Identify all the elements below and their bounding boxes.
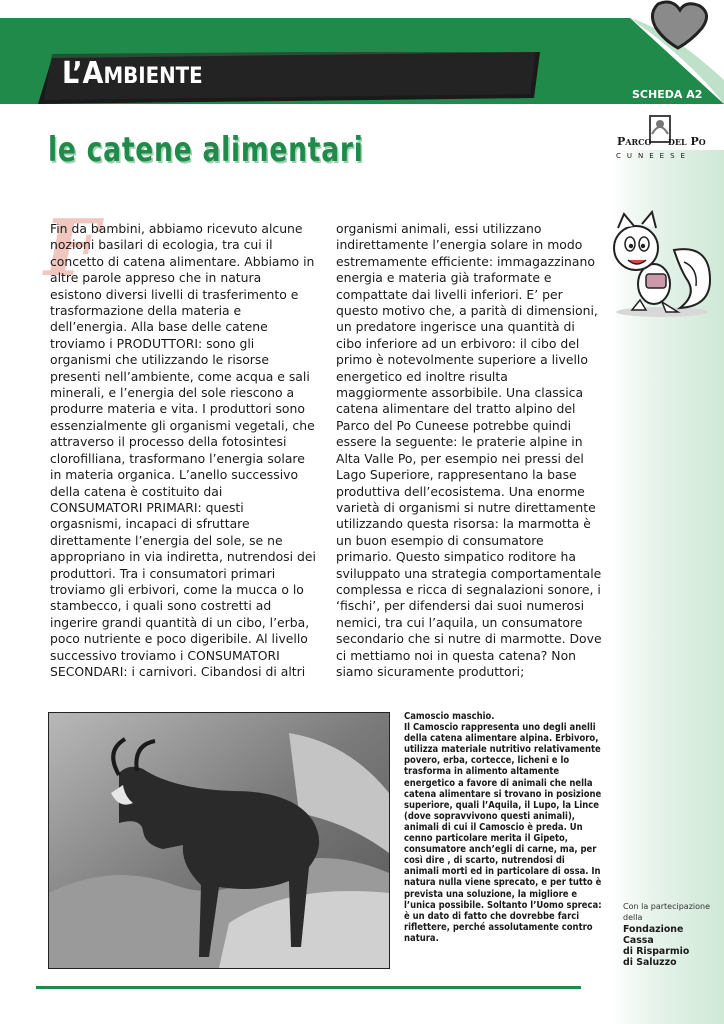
partner-name-line-1: Fondazione bbox=[623, 924, 684, 935]
logo-name-part-1: Parco bbox=[617, 135, 652, 148]
section-title: L’AMBIENTE bbox=[62, 56, 203, 91]
partner-name bbox=[623, 924, 715, 968]
sheet-code: SCHEDA A2 bbox=[632, 88, 703, 101]
partner-name-line-4: di Saluzzo bbox=[623, 957, 677, 968]
partner-intro-line-2: della bbox=[623, 913, 643, 922]
logo-subtitle: CUNEESE bbox=[616, 152, 691, 160]
partner-intro bbox=[623, 901, 715, 923]
caption-heading: Camoscio maschio. bbox=[404, 711, 495, 722]
body-column-right: organismi animali, essi utilizzano indirettamente l’energia solare in modo estremamente efficiente: immagazzinano energia e materia già traformate e compattate dai livelli inferiori. E’ per questo motivo che, a parità di dimensioni, un predatore ingerisce una quantità di cibo inferiore ad un erbivoro: il cibo del primo è notevolmente superiore a livello energetico ed inoltre risulta maggiormente assorbibile. Una classica catena alimentare del tratto alpino del Parco del Po Cuneese potrebbe quindi essere la seguente: le praterie alpine in Alta Valle Po, per esempio nei pressi del Lago Superiore, rappresentano la base produttiva dell’ecosistema. Una enorme varietà di organismi si nutre direttamente utilizzando questa risorsa: la marmotta è un buon esempio di consumatore primario. Questo simpatico roditore ha sviluppato una strategia comportamentale complessa e ricca di segnalazioni sonore, i ‘fischi’, per difendersi dai suoi numerosi nemici, tra cui l’aquila, un consumatore secondario che si nutre di marmotte. Dove ci mettiamo noi in questa catena? Non siamo sicuramente produttori; bbox=[336, 221, 602, 679]
body-column-left: Fin da bambini, abbiamo ricevuto alcune nozioni basilari di ecologia, tra cui il concetto di catena alimentare. Abbiamo in altre parole appreso che in natura esistono diversi livelli di trasferimento e trasformazione della materia e dell’energia. Alla base delle catene troviamo i PRODUTTORI: sono gli organismi che utilizzando le risorse presenti nell’ambiente, come acqua e sali minerali, e l’energia del sole riescono a produrre materia e vita. I produttori sono essenzialmente gli organismi vegetali, che attraverso il processo della fotosintesi clorofilliana, trasformano l’energia solare in materia organica. L’anello successivo della catena è costituito dai CONSUMATORI PRIMARI: questi orgasnismi, incapaci di sfruttare direttamente l’energia del sole, se ne appropriano in via indiretta, nutrendosi dei produttori. Tra i consumatori primari troviamo gli erbivori, come la mucca o lo stambecco, i quali sono costretti ad ingerire grandi quantità di un cibo, l’erba, poco nutriente e poco digeribile. Al livello successivo troviamo i CONSUMATORI SECONDARI: i carnivori. Cibandosi di altri bbox=[50, 221, 316, 679]
logo-name-part-2: del Po bbox=[668, 135, 706, 148]
drop-cap: F bbox=[44, 203, 100, 294]
partner-name-line-3: di Risparmio bbox=[623, 946, 690, 957]
bottom-divider bbox=[36, 986, 581, 989]
chamois-photo bbox=[48, 712, 390, 969]
partner-intro-line-1: Con la partecipazione bbox=[623, 902, 710, 911]
caption-text: Il Camoscio rappresenta uno degli anelli della catena alimentare alpina. Erbivoro, utilizza materiale nutritivo relativamente povero, erba, cortecce, licheni e lo trasforma in alimento altamente energetico a favore di animali che nella catena alimentare si trovano in posizione superiore, quali l’Aquila, il Lupo, la Lince (dove sopravvivono questi animali), animali di cui il Camoscio è preda. Un cenno particolare merita il Gipeto, consumatore anch’egli di carne, ma, per così dire , di scarto, nutrendosi di animali morti ed in particolare di ossa. In natura nulla viene sprecato, e per tutto è prevista una soluzione, la migliore e l’unica possibile. Soltanto l’Uomo spreca: è un dato di fatto che dovrebbe farci riflettere, perché assolutamente contro natura. bbox=[404, 722, 602, 944]
page-title: le catene alimentari bbox=[48, 130, 364, 170]
photo-caption bbox=[404, 711, 602, 944]
squirrel-mascot-icon bbox=[602, 208, 714, 320]
partner-name-line-2: Cassa bbox=[623, 935, 654, 946]
